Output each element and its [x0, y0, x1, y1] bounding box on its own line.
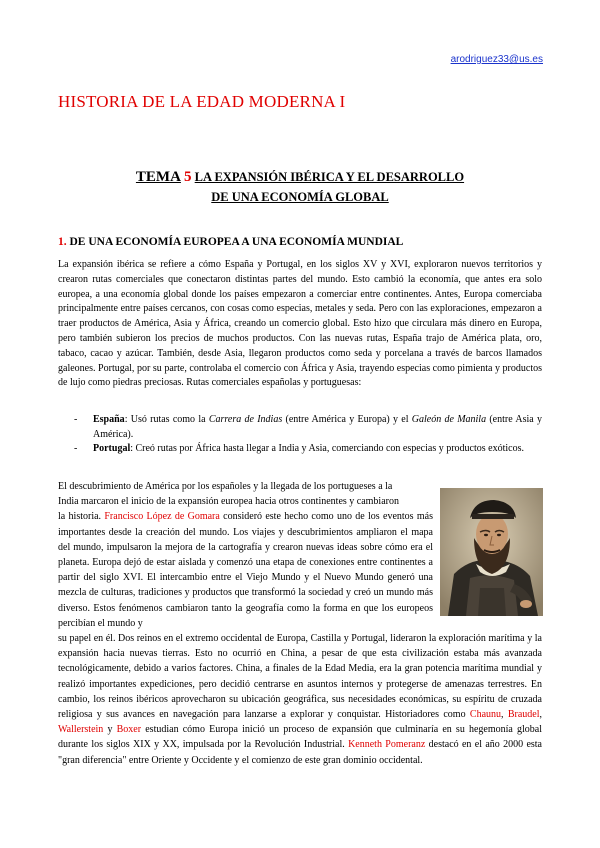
route-name: Carrera de Indias [208, 414, 283, 425]
historian-reference: Boxer [116, 724, 142, 736]
paragraph-text: consideró este hecho como uno de los eventos más importantes desde la creación del mundo. Los viajes y descubrimientos ampliaron el mapa del mundo, impulsaron la mejora de la cartografía y crearon nuevas ideas sobre cómo era el planeta. Europa dejó de estar aislada y comenzó una etapa de conexiones entre continentes a partir del siglo XVI. El intercambio entre el Viejo Mundo y el Nuevo Mundo generó una mezcla de culturas, tradiciones y productos que transformó la sociedad y creó un mundo más diverso. Estos fenómenos cambiaron tanto la geografía como la forma en que los europeos percibían el mundo y [58, 511, 433, 629]
tema-label: TEMA [135, 169, 181, 185]
tema-title-line2: DE UNA ECONOMÍA GLOBAL [211, 190, 389, 204]
historian-reference: Francisco López de Gomara [104, 511, 220, 523]
trade-routes-list [58, 413, 542, 457]
paragraph-text: la historia. [58, 511, 105, 523]
paragraph-line: India marcaron el inicio de la expansión europea hacia otros continentes y cambiaron [58, 496, 399, 508]
section-title: DE UNA ECONOMÍA EUROPEA A UNA ECONOMÍA MUNDIAL [69, 236, 404, 248]
author-email-link[interactable]: arodriguez33@us.es [450, 54, 543, 65]
separator-text: , [501, 709, 508, 721]
paragraph-block [58, 631, 542, 768]
tema-heading [0, 167, 600, 207]
bullet-text: : Usó rutas como la [124, 414, 209, 425]
tema-number: 5 [184, 169, 192, 185]
bullet-text: (entre América y Europa) y el [282, 414, 412, 425]
paragraph-text: destacó en el año 2000 esta "gran diferencia" entre Oriente y Occidente y el comienzo de este gran dominio occidental. [58, 739, 542, 766]
list-item [58, 442, 542, 457]
bullet-dash: - [74, 414, 78, 425]
section-heading [58, 236, 403, 248]
section-number: 1. [58, 236, 67, 248]
historian-reference: Kenneth Pomeranz [348, 739, 426, 751]
intro-paragraph: La expansión ibérica se refiere a cómo España y Portugal, en los siglos XV y XVI, exploraron nuevos territorios y crearon rutas comerciales que conectaron distintas partes del mundo. Esto cambió la economía, que antes era solo europea, a una economía global donde los países empezaron a comerciar entre continentes. Antes, Europa comerciaba principalmente entre países cercanos, con cosas como especias, metales y seda. Pero con las exploraciones, empezaron a traer productos de América, Asia y África, creando un comercio global. Esto hizo que circulara más dinero en Europa, pero también subieron los precios de muchos productos. Con las nuevas rutas, España trajo de América plata, oro, tabaco, cacao y azúcar. También, desde Asia, llegaron productos como seda y porcelana a través de barcos llamados galeones. Portugal, por su parte, controlaba el comercio con África y Asia, trayendo especias como pimienta y productos de lujo como piedras preciosas. Rutas comerciales españolas y portuguesas: [58, 259, 542, 389]
paragraph-text: su papel en él. Dos reinos en el extremo occidental de Europa, Castilla y Portugal, lideraron la exploración marítima y la expansión hacia nuevas tierras. Esto no ocurrió en China, a pesar de que esta civilización estaba más avanzada tecnológicamente, debido a varios factores. China, a finales de la Edad Media, era la gran potencia marítima mundial y realizó importantes expediciones, pero decidió centrarse en asuntos internos y protegerse de amenazas terrestres. En cambio, los reinos ibéricos aprovecharon su ubicación geográfica, sus necesidades económicas, su espíritu de cruzada religiosa y sus avances en navegación para lanzarse a explorar y conquistar. Historiadores como [58, 633, 542, 721]
separator-text: , [539, 709, 543, 721]
body-paragraph-2 [58, 479, 542, 768]
separator-text: y [103, 724, 117, 736]
bullet-country: Portugal [93, 443, 131, 454]
paragraph-line: El descubrimiento de América por los españoles y la llegada de los portugueses a la [58, 481, 393, 492]
paragraph-text: estudian cómo Europa inició un proceso de expansión que culminaría en su hegemonía global durante los siglos XIX y XX, impulsada por la Revolución Industrial. [58, 724, 543, 751]
tema-title-line1: LA EXPANSIÓN IBÉRICA Y EL DESARROLLO [194, 170, 465, 184]
route-name: Galeón de Manila [411, 414, 487, 425]
bullet-country: España [93, 414, 125, 425]
paragraph-block [58, 509, 433, 631]
historian-reference: Chaunu [469, 709, 502, 721]
course-title: HISTORIA DE LA EDAD MODERNA I [58, 92, 346, 111]
historian-reference: Wallerstein [58, 724, 104, 736]
bullet-text: (entre Asia y América). [93, 414, 542, 440]
bullet-text: : Creó rutas por África hasta llegar a India y Asia, comerciando con especias y productos exóticos. [130, 443, 524, 454]
list-item [58, 413, 542, 442]
bullet-dash: - [74, 443, 78, 454]
historian-reference: Braudel [507, 709, 540, 721]
